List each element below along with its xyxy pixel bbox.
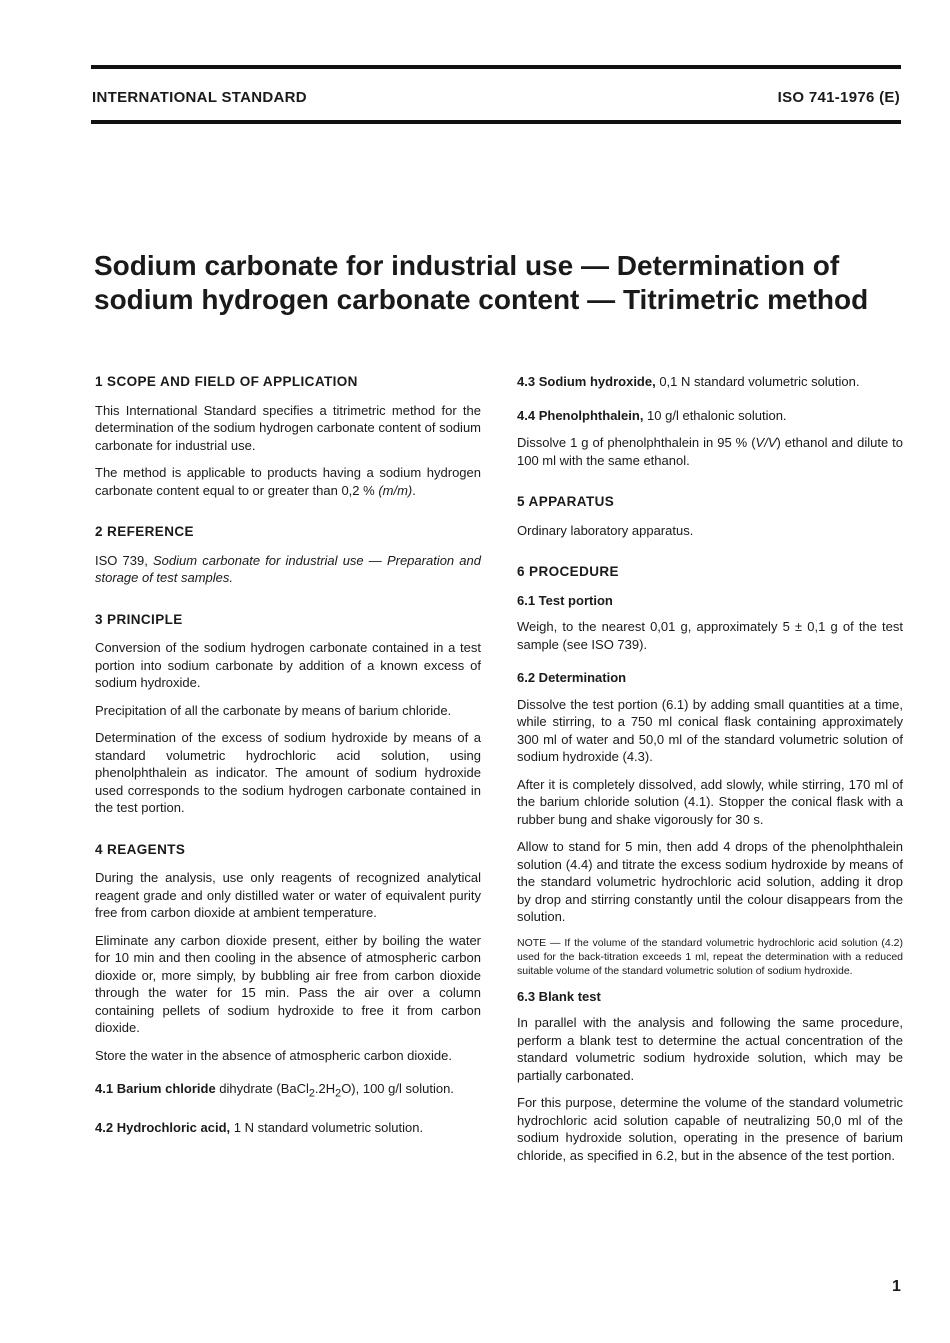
section-6-2-note: NOTE — If the volume of the standard volumetric hydrochloric acid solution (4.2) used for the back-titration exceeds 1 ml, repeat the determination with a reduced suitable volume of the standard volumetric solution of sodium hydroxide. bbox=[517, 936, 903, 977]
reagent-4-1-number: 4.1 bbox=[95, 1081, 114, 1096]
reagent-4-2-name: Hydrochloric acid, bbox=[116, 1120, 231, 1136]
title-line-2: sodium hydrogen carbonate content — Titrimetric method bbox=[94, 284, 869, 315]
reagent-4-4-number: 4.4 bbox=[517, 407, 536, 423]
reagent-4-4-text: 10 g/l ethalonic solution. bbox=[643, 407, 787, 423]
section-2-reference bbox=[95, 552, 481, 587]
reagent-4-3-text: 0,1 N standard volumetric solution. bbox=[655, 374, 860, 389]
reagent-4-1-sub-1: 2 bbox=[308, 1087, 315, 1100]
reagent-4-3-number: 4.3 bbox=[517, 374, 536, 389]
section-1-paragraph-1: This International Standard specifies a titrimetric method for the determination of the sodium hydrogen carbonate content of sodium carbonate for industrial use. bbox=[95, 402, 481, 453]
s1-p2-text: The method is applicable to products having a sodium hydrogen carbonate content equal to or greater than 0,2 % bbox=[95, 465, 481, 498]
section-5-paragraph-1: Ordinary laboratory apparatus. bbox=[517, 522, 694, 538]
section-6-1-heading: 6.1 Test portion bbox=[517, 592, 613, 608]
r44-prep-b: ) ethanol and dilute to 100 ml with the same ethanol. bbox=[517, 435, 903, 468]
section-1-paragraph-2 bbox=[95, 464, 481, 499]
section-4-paragraph-2: Eliminate any carbon dioxide present, either by boiling the water for 10 min and then cooling in the absence of atmospheric carbon dioxide or, more simply, by bubbling air free from carbon dioxide through the water for 15 min. Pass the air over a column containing pellets of sodium hydroxide to free it from carbon dioxide. bbox=[95, 932, 481, 1035]
section-4-paragraph-3: Store the water in the absence of atmospheric carbon dioxide. bbox=[95, 1047, 452, 1063]
section-5-heading: 5 APPARATUS bbox=[517, 494, 615, 509]
section-6-2-heading: 6.2 Determination bbox=[517, 670, 627, 685]
section-3-paragraph-1: Conversion of the sodium hydrogen carbonate contained in a test portion into sodium carbonate by addition of a known excess of sodium hydroxide. bbox=[95, 640, 481, 690]
reagent-4-2-text: 1 N standard volumetric solution. bbox=[230, 1120, 424, 1136]
reagent-4-1-sub-2: 2 bbox=[335, 1087, 342, 1100]
section-6-2-paragraph-2: After it is completely dissolved, add slowly, while stirring, 170 ml of the barium chloride solution (4.1). Stopper the conical flask with a rubber bung and shake vigorously for 30 s. bbox=[517, 776, 903, 827]
left-column bbox=[95, 373, 481, 1147]
reagent-4-3 bbox=[517, 373, 903, 391]
page-number: 1 bbox=[892, 1278, 901, 1295]
section-6-3-paragraph-2: For this purpose, determine the volume of the standard volumetric hydrochloric acid solution capable of neutralizing 50,0 ml of the sodium hydroxide solution, operating in the presence of barium chloride, as specified in 6.2, but in the absence of the test portion. bbox=[517, 1095, 903, 1163]
section-6-1-paragraph: Weigh, to the nearest 0,01 g, approximately 5 ± 0,1 g of the test sample (see ISO 739). bbox=[517, 619, 903, 652]
reagent-4-2-number: 4.2 bbox=[95, 1120, 114, 1136]
reagent-4-4 bbox=[517, 407, 903, 425]
reagent-4-1-formula-b: .2H bbox=[314, 1081, 336, 1096]
reagent-4-1 bbox=[95, 1080, 481, 1103]
section-4-heading: 4 REAGENTS bbox=[95, 841, 186, 857]
header-rule-bottom bbox=[91, 120, 901, 124]
section-3-heading: 3 PRINCIPLE bbox=[95, 611, 183, 627]
s1-p2-unit: (m/m) bbox=[378, 482, 413, 498]
reagent-4-4-name: Phenolphthalein, bbox=[538, 407, 644, 423]
header-standard-number: ISO 741-1976 (E) bbox=[777, 89, 900, 106]
section-6-3-paragraph-1: In parallel with the analysis and following the same procedure, perform a blank test to determine the actual concentration of the standard volumetric sodium hydroxide solution, which may be partially carbonated. bbox=[517, 1015, 903, 1083]
section-3-paragraph-3: Determination of the excess of sodium hydroxide by means of a standard volumetric hydrochloric acid solution, using phenolphthalein as indicator. The amount of sodium hydroxide used corresponds to the sodium hydrogen carbonate contained in the test portion. bbox=[95, 730, 481, 815]
reagent-4-1-formula-c: O), 100 g/l solution. bbox=[341, 1081, 454, 1096]
r44-prep-unit: V/V bbox=[755, 435, 777, 450]
title-line-1: Sodium carbonate for industrial use — Determination of bbox=[94, 250, 840, 281]
section-6-3-heading: 6.3 Blank test bbox=[517, 988, 601, 1004]
ref-number: ISO 739, bbox=[95, 552, 153, 568]
section-4-paragraph-1: During the analysis, use only reagents of recognized analytical reagent grade and only distilled water or water of equivalent purity free from carbon dioxide at ambient temperature. bbox=[95, 870, 481, 920]
section-3-paragraph-2: Precipitation of all the carbonate by means of barium chloride. bbox=[95, 702, 452, 718]
r44-prep-a: Dissolve 1 g of phenolphthalein in 95 % ( bbox=[517, 435, 756, 450]
s1-p2-end: . bbox=[412, 482, 416, 498]
reagent-4-1-formula-a: dihydrate (BaCl bbox=[215, 1081, 309, 1096]
right-column bbox=[517, 373, 903, 1174]
header-standard-label: INTERNATIONAL STANDARD bbox=[92, 89, 307, 106]
section-1-heading: 1 SCOPE AND FIELD OF APPLICATION bbox=[95, 374, 358, 389]
section-6-heading: 6 PROCEDURE bbox=[517, 564, 619, 579]
header-rule-top bbox=[91, 65, 901, 69]
section-2-heading: 2 REFERENCE bbox=[95, 524, 194, 539]
reagent-4-2 bbox=[95, 1119, 481, 1137]
reagent-4-4-preparation bbox=[517, 434, 903, 469]
reagent-4-1-name: Barium chloride bbox=[116, 1081, 216, 1096]
reagent-4-3-name: Sodium hydroxide, bbox=[538, 374, 656, 389]
ref-title: Sodium carbonate for industrial use — Preparation and storage of test samples. bbox=[95, 552, 481, 585]
section-6-2-paragraph-3: Allow to stand for 5 min, then add 4 drops of the phenolphthalein solution (4.4) and titrate the excess sodium hydroxide by means of the standard volumetric hydrochloric acid solution, adding it drop by drop and stirring constantly until the colour disappears from the solution. bbox=[517, 839, 903, 924]
section-6-2-paragraph-1: Dissolve the test portion (6.1) by adding small quantities at a time, while stirring, to a 750 ml conical flask containing approximately 300 ml of water and 50,0 ml of the standard volumetric solution of sodium hydroxide (4.3). bbox=[517, 696, 903, 764]
document-title bbox=[94, 249, 894, 317]
